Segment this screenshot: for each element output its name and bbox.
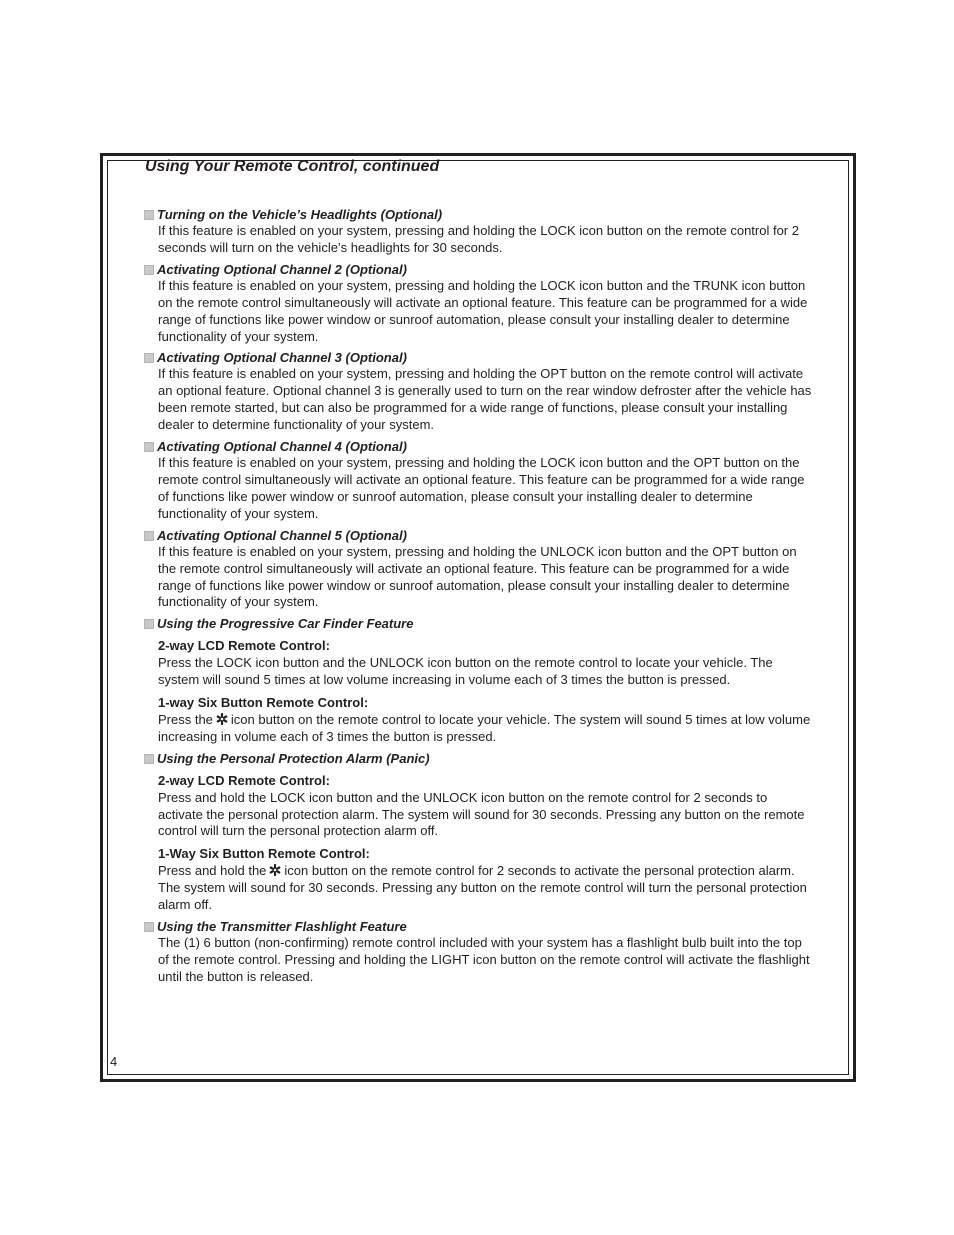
section-heading: Using the Personal Protection Alarm (Panic)	[157, 750, 430, 766]
section-heading: Activating Optional Channel 5 (Optional)	[157, 527, 407, 543]
section-panic	[144, 751, 814, 914]
square-bullet-icon	[144, 531, 154, 541]
page-number: 4	[110, 1054, 118, 1069]
page-title: Using Your Remote Control, continued	[145, 158, 440, 175]
section-heading: Turning on the Vehicle’s Headlights (Optional)	[157, 207, 443, 222]
section-channel-3	[144, 350, 814, 434]
section-heading: Using the Progressive Car Finder Feature	[157, 616, 414, 632]
section-car-finder	[144, 616, 814, 745]
subsection-text: Press and hold the LOCK icon button and the UNLOCK icon button on the remote control for 2 seconds to activate the personal protection alarm. The system will sound for 30 seconds. Pressing any button on the remote control will turn the personal protection alarm off.	[158, 789, 805, 839]
section-text: The (1) 6 button (non-confirming) remote control included with your system has a flashlight bulb built into the top of the remote control. Pressing and holding the LIGHT icon button on the remote control will activate the flashlight until the button is released.	[158, 935, 810, 984]
subsection-text: Press the icon button on the remote control to locate your vehicle. The system will sound 5 times at low volume increasing in volume each of 3 times the button is pressed.	[158, 711, 811, 744]
section-text: If this feature is enabled on your system, pressing and holding the OPT button on the remote control will activate an optional feature. Optional channel 3 is generally used to turn on the rear window defroster after the vehicle has been remote started, but can also be programmed for a wide range of functions, please consult your installing dealer to determine functionality of your system.	[158, 366, 812, 433]
asterisk-star-icon	[216, 713, 228, 725]
subsection-heading: 2-way LCD Remote Control:	[158, 772, 330, 788]
square-bullet-icon	[144, 754, 154, 764]
section-channel-4	[144, 439, 814, 523]
subsection-text: Press and hold the icon button on the remote control for 2 seconds to activate the personal protection alarm. The system will sound for 30 seconds. Pressing any button on the remote control will turn the personal protection alarm off.	[158, 863, 807, 913]
section-text: If this feature is enabled on your system, pressing and holding the LOCK icon button and the TRUNK icon button on the remote control simultaneously will activate an optional feature. This feature can be programmed for a wide range of functions like power window or sunroof automation, please consult your installing dealer to determine functionality of your system.	[158, 277, 808, 344]
section-heading: Using the Transmitter Flashlight Feature	[157, 919, 407, 934]
panic-six-button	[158, 846, 814, 914]
asterisk-star-icon	[269, 864, 281, 876]
section-heading: Activating Optional Channel 2 (Optional)	[157, 261, 407, 277]
section-text: If this feature is enabled on your system, pressing and holding the LOCK icon button and the OPT button on the remote control simultaneously will activate an optional feature. This feature can be programmed for a wide range of functions like power window or sunroof automation, please consult your installing dealer to determine functionality of your system.	[158, 455, 805, 521]
section-channel-5	[144, 528, 814, 612]
panic-lcd	[158, 773, 814, 841]
page-content	[144, 207, 814, 991]
square-bullet-icon	[144, 265, 154, 275]
section-headlights	[144, 207, 814, 257]
section-text: If this feature is enabled on your system, pressing and holding the LOCK icon button on the remote control for 2 seconds will turn on the vehicle’s headlights for 30 seconds.	[158, 223, 799, 255]
square-bullet-icon	[144, 619, 154, 629]
subsection-heading: 2-way LCD Remote Control:	[158, 638, 330, 654]
section-flashlight	[144, 919, 814, 986]
subsection-text: Press the LOCK icon button and the UNLOCK icon button on the remote control to locate your vehicle. The system will sound 5 times at low volume increasing in volume each of 3 times the button is pressed.	[158, 655, 773, 688]
square-bullet-icon	[144, 353, 154, 363]
subsection-heading: 1-Way Six Button Remote Control:	[158, 846, 370, 862]
section-text: If this feature is enabled on your system, pressing and holding the UNLOCK icon button and the OPT button on the remote control simultaneously will activate an optional feature. This feature can be programmed for a wide range of functions like power window or sunroof automation, please consult your installing dealer to determine functionality of your system.	[158, 543, 797, 610]
section-channel-2	[144, 262, 814, 346]
section-heading: Activating Optional Channel 4 (Optional)	[157, 439, 407, 455]
square-bullet-icon	[144, 210, 154, 220]
car-finder-six-button	[158, 695, 814, 746]
square-bullet-icon	[144, 442, 154, 452]
square-bullet-icon	[144, 922, 154, 932]
subsection-heading: 1-way Six Button Remote Control:	[158, 695, 369, 711]
car-finder-lcd	[158, 638, 814, 689]
section-heading: Activating Optional Channel 3 (Optional)	[157, 350, 407, 366]
